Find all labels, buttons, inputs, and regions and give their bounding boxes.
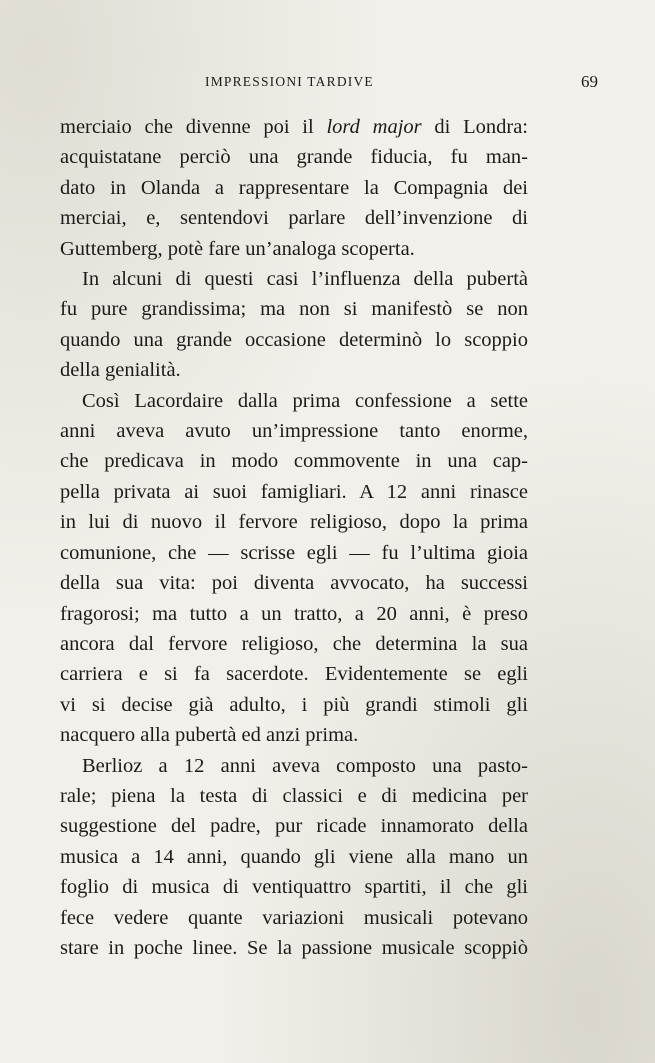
text-line: dato in Olanda a rappresentare la Compagnia dei xyxy=(60,176,528,199)
text-line: Berlioz a 12 anni aveva composto una pasto- xyxy=(82,754,528,777)
text-line: della sua vita: poi diventa avvocato, ha successi xyxy=(60,572,528,595)
text-line: carriera e si fa sacerdote. Evidentemente se egli xyxy=(60,663,528,686)
text-line: fece vedere quante variazioni musicali potevano xyxy=(60,906,528,929)
text-line: Guttemberg, potè fare un’analoga scoperta. xyxy=(60,237,415,260)
paragraph-3 xyxy=(60,386,528,751)
emphasis: lord major xyxy=(326,116,422,138)
text-line: foglio di musica di ventiquattro spartiti, il che gli xyxy=(60,876,528,899)
text-line: acquistatane perciò una grande fiducia, fu man- xyxy=(60,146,528,169)
text-line: vi si decise già adulto, i più grandi stimoli gli xyxy=(60,693,528,716)
text-line: Così Lacordaire dalla prima confessione a sette xyxy=(82,389,528,412)
text-line: ancora dal fervore religioso, che determina la sua xyxy=(60,632,528,655)
text-line: che predicava in modo commovente in una cap- xyxy=(60,450,528,473)
text-line: merciai, e, sentendovi parlare dell’invenzione di xyxy=(60,207,528,230)
text-line: pella privata ai suoi famigliari. A 12 anni rinasce xyxy=(60,480,528,503)
text-line: in lui di nuovo il fervore religioso, dopo la prima xyxy=(60,511,528,534)
running-head xyxy=(60,72,600,96)
text-line: comunione, che — scrisse egli — fu l’ultima gioia xyxy=(60,541,528,564)
text-line: quando una grande occasione determinò lo scoppio xyxy=(60,328,528,351)
text-line: stare in poche linee. Se la passione musicale scoppiò xyxy=(60,936,528,959)
paragraph-2 xyxy=(60,264,528,386)
text-line: della genialità. xyxy=(60,359,181,382)
text-line: anni aveva avuto un’impressione tanto enorme, xyxy=(60,420,528,443)
text-line: musica a 14 anni, quando gli viene alla mano un xyxy=(60,845,528,868)
page-number: 69 xyxy=(581,72,598,91)
text-line: fragorosi; ma tutto a un tratto, a 20 anni, è preso xyxy=(60,602,528,625)
text-line: rale; piena la testa di classici e di medicina per xyxy=(60,784,528,807)
text-line: fu pure grandissima; ma non si manifestò se non xyxy=(60,298,528,321)
body-text xyxy=(60,112,528,963)
paragraph-1 xyxy=(60,112,528,264)
running-title: IMPRESSIONI TARDIVE xyxy=(205,74,374,89)
text-line: nacquero alla pubertà ed anzi prima. xyxy=(60,724,359,747)
text-line: merciaio che divenne poi il lord major di Londra: xyxy=(60,116,528,138)
paragraph-4 xyxy=(60,751,528,964)
text-line: In alcuni di questi casi l’influenza della pubertà xyxy=(82,268,528,291)
text-line: suggestione del padre, pur ricade innamorato della xyxy=(60,815,528,838)
